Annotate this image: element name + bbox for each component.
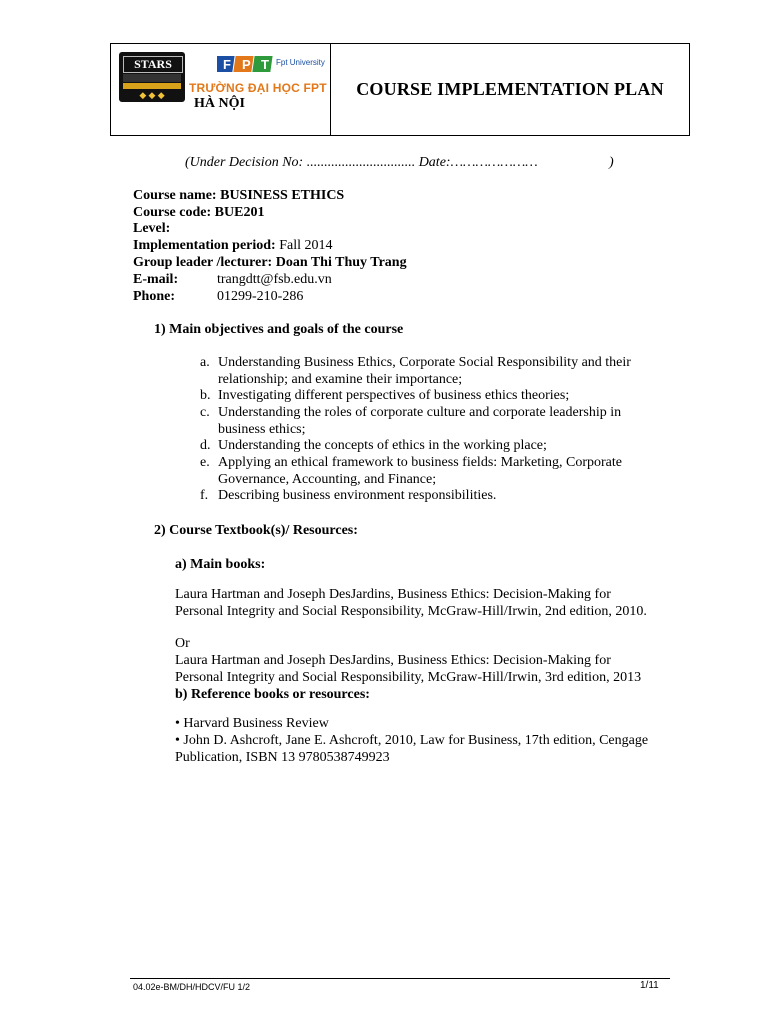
objective-item bbox=[200, 355, 631, 388]
implementation-period-row bbox=[133, 238, 333, 254]
email-row bbox=[133, 272, 332, 288]
svg-text:F: F bbox=[223, 57, 231, 72]
main-book-2 bbox=[175, 652, 641, 686]
reference-item-line-1: • John D. Ashcroft, Jane E. Ashcroft, 2010, Law for Business, 17th edition, Cengage bbox=[175, 733, 649, 748]
reference-item: • Harvard Business Review bbox=[175, 716, 329, 731]
objective-item bbox=[200, 455, 622, 488]
stars-logo-band bbox=[123, 74, 181, 82]
main-book-1 bbox=[175, 586, 647, 620]
header-table bbox=[110, 43, 690, 136]
objective-key: a. bbox=[200, 355, 210, 370]
course-name-label: Course name: bbox=[133, 188, 217, 203]
objective-key: f. bbox=[200, 488, 209, 503]
objective-text-cont: business ethics; bbox=[218, 421, 306, 437]
objective-text: Understanding the concepts of ethics in the working place; bbox=[218, 438, 547, 453]
group-leader-row bbox=[133, 255, 407, 271]
group-leader-label: Group leader /lecturer: bbox=[133, 255, 273, 270]
main-book-1-line-1: Laura Hartman and Joseph DesJardins, Business Ethics: Decision-Making for bbox=[175, 587, 611, 602]
section-2-heading: 2) Course Textbook(s)/ Resources: bbox=[154, 523, 358, 538]
course-code-row bbox=[133, 205, 264, 221]
svg-text:T: T bbox=[261, 57, 269, 72]
svg-text:P: P bbox=[242, 57, 251, 72]
objective-text: Understanding Business Ethics, Corporate Social Responsibility and their bbox=[218, 355, 631, 370]
fpt-university-label: Fpt University bbox=[276, 58, 325, 67]
objective-item bbox=[200, 488, 496, 505]
objective-key: e. bbox=[200, 455, 210, 470]
course-level-label: Level: bbox=[133, 221, 171, 236]
objective-item bbox=[200, 438, 547, 455]
phone-label: Phone: bbox=[133, 289, 175, 304]
email-value: trangdtt@fsb.edu.vn bbox=[217, 272, 332, 287]
or-label: Or bbox=[175, 636, 190, 651]
course-code-label: Course code: bbox=[133, 205, 212, 220]
implementation-period-value: Fall 2014 bbox=[279, 238, 333, 253]
course-name-value: BUSINESS ETHICS bbox=[220, 188, 345, 203]
title-cell bbox=[331, 44, 689, 135]
decision-close: ) bbox=[609, 155, 614, 170]
objective-item bbox=[200, 388, 569, 405]
course-code-value: BUE201 bbox=[214, 205, 265, 220]
course-name-row bbox=[133, 188, 344, 204]
objective-key: c. bbox=[200, 405, 210, 420]
phone-row bbox=[133, 289, 303, 305]
objective-text: Describing business environment responsibilities. bbox=[218, 488, 497, 503]
objective-text-cont: Governance, Accounting, and Finance; bbox=[218, 471, 437, 487]
implementation-period-label: Implementation period: bbox=[133, 238, 276, 253]
reference-books-heading: b) Reference books or resources: bbox=[175, 687, 370, 702]
objective-text: Investigating different perspectives of business ethics theories; bbox=[218, 388, 570, 403]
objective-text-cont: relationship; and examine their importance; bbox=[218, 371, 463, 387]
main-books-heading: a) Main books: bbox=[175, 557, 266, 572]
section-1-heading: 1) Main objectives and goals of the course bbox=[154, 322, 404, 337]
phone-value: 01299-210-286 bbox=[217, 289, 304, 304]
logo-cell bbox=[111, 44, 331, 135]
document-title: COURSE IMPLEMENTATION PLAN bbox=[356, 79, 664, 99]
group-leader-value: Doan Thi Thuy Trang bbox=[275, 255, 407, 270]
objective-key: b. bbox=[200, 388, 211, 403]
objective-item bbox=[200, 405, 621, 438]
school-city: HÀ NỘI bbox=[194, 96, 245, 111]
decision-line bbox=[185, 155, 538, 171]
school-name: TRƯỜNG ĐẠI HỌC FPT bbox=[189, 81, 327, 95]
main-book-2-line-1: Laura Hartman and Joseph DesJardins, Business Ethics: Decision-Making for bbox=[175, 653, 611, 668]
stars-logo-stars: ◆ ◆ ◆ bbox=[139, 90, 165, 100]
objective-text: Understanding the roles of corporate culture and corporate leadership in bbox=[218, 405, 622, 420]
footer-form-code: 04.02e-BM/DH/HDCV/FU 1/2 bbox=[133, 982, 251, 992]
reference-item bbox=[175, 732, 648, 766]
objective-key: d. bbox=[200, 438, 211, 453]
footer-page-number: 1/11 bbox=[640, 980, 659, 991]
stars-logo bbox=[119, 52, 185, 102]
decision-text: (Under Decision No: ............................... Date:………………… bbox=[185, 155, 538, 170]
stars-logo-text: STARS bbox=[123, 56, 183, 73]
email-label: E-mail: bbox=[133, 272, 179, 287]
stars-logo-year-band bbox=[123, 83, 181, 89]
reference-item-line-2: Publication, ISBN 13 9780538749923 bbox=[175, 750, 390, 765]
fpt-logo bbox=[217, 53, 275, 75]
main-book-2-line-2: Personal Integrity and Social Responsibility, McGraw-Hill/Irwin, 3rd edition, 2013 bbox=[175, 670, 642, 685]
footer-divider bbox=[130, 978, 670, 979]
objective-text: Applying an ethical framework to business fields: Marketing, Corporate bbox=[218, 455, 622, 470]
main-book-1-line-2: Personal Integrity and Social Responsibility, McGraw-Hill/Irwin, 2nd edition, 2010. bbox=[175, 604, 647, 619]
